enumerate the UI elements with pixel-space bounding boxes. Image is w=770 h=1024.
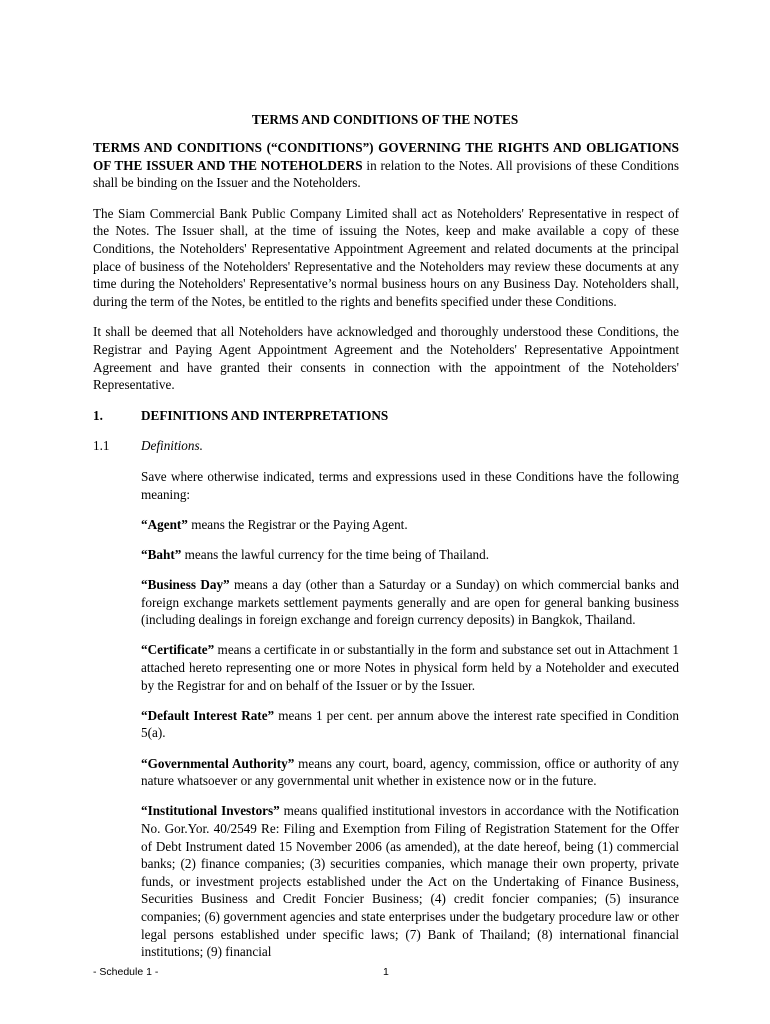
definition-item [141,516,679,534]
definition-text: means the lawful currency for the time being of Thailand. [181,546,490,562]
footer-page-number: 1 [383,966,389,978]
intro-bold-text: TERMS AND CONDITIONS (“CONDITIONS”) GOVERNING THE RIGHTS AND OBLIGATIONS OF THE ISSUER AND THE NOTEHOLDERS [93,140,679,173]
definition-term: “Baht” [141,546,182,562]
definition-term: “Institutional Investors” [141,803,280,819]
definition-term: “Agent” [141,516,188,532]
footer-schedule-label: - Schedule 1 - [93,966,159,978]
definition-text: means a day (other than a Saturday or a Sunday) on which commercial banks and foreign exchange markets settlement payments generally and are open for general banking business (including dealings in foreign exchange and foreign currency deposits) in Bangkok, Thailand. [141,577,680,628]
intro-paragraph [93,139,679,192]
definition-item [141,546,679,564]
definition-term: “Default Interest Rate” [141,707,275,723]
definition-text: means qualified institutional investors in accordance with the Notification No. Gor.Yor. 40/2549 Re: Filing and Exemption from Filing of Registration Statement for the Offer of Debt Instrument dated 15 November 2006 (as amended), at the date hereof, being (1) commercial banks; (2) finance companies; (3) securities companies, which manage their own property, private funds, or investment projects established under the Act on the Undertaking of Finance Business, Securities Business and Credit Foncier Business; (4) credit foncier companies; (5) insurance companies; (6) government agencies and state enterprises under the budgetary procedure law or other legal persons established under specific laws; (7) Bank of Thailand; (8) international financial institutions; (9) financial [141,803,680,960]
document-body [93,139,679,973]
representative-paragraph: The Siam Commercial Bank Public Company Limited shall act as Noteholders' Representative in respect of the Notes. The Issuer shall, at the time of issuing the Notes, keep and make available a copy of these Conditions, the Noteholders' Representative Appointment Agreement and related documents at the principal place of business of the Noteholders' Representative and the Noteholders may review these documents at any time during the Noteholders' Representative’s normal business hours on any Business Day. Noteholders shall, during the term of the Notes, be entitled to the rights and benefits specified under these Conditions. [93,205,679,309]
definitions-preamble: Save where otherwise indicated, terms and expressions used in these Conditions have the following meaning: [141,468,679,502]
definition-term: “Certificate” [141,642,215,658]
section-heading [93,407,679,425]
definition-term: “Governmental Authority” [141,755,295,771]
definition-item [141,641,679,694]
definition-item [141,755,679,790]
definition-item [141,576,679,629]
definition-text: means a certificate in or substantially in the form and substance set out in Attachment 1 attached hereto representing one or more Notes in physical form held by a Noteholder and executed by the Registrar for and on behalf of the Issuer or by the Issuer. [141,642,679,693]
definition-text: means any court, board, agency, commission, office or authority of any nature whatsoever or any governmental unit whether in existence now or in the future. [141,755,679,789]
section-number: 1. [93,407,103,423]
acknowledgement-paragraph: It shall be deemed that all Noteholders have acknowledged and thoroughly understood these Conditions, the Registrar and Paying Agent Appointment Agreement and the Noteholders' Representative Appointment Agreement and have granted their consents in connection with the appointment of the Noteholders' Representative. [93,324,679,393]
subsection-heading [93,437,679,455]
definition-text: means 1 per cent. per annum above the interest rate specified in Condition 5(a). [141,707,679,741]
definitions-block [141,468,679,961]
section-title: DEFINITIONS AND INTERPRETATIONS [141,407,389,423]
intro-rest-text: in relation to the Notes. All provisions of these Conditions shall be binding on the Issuer and the Noteholders. [93,157,679,191]
definition-item [141,707,679,742]
definition-text: means the Registrar or the Paying Agent. [187,516,408,532]
document-title: TERMS AND CONDITIONS OF THE NOTES [251,112,519,127]
subsection-title: Definitions. [141,438,203,454]
subsection-number: 1.1 [93,438,110,454]
definition-term: “Business Day” [141,577,230,593]
definition-item [141,802,679,960]
